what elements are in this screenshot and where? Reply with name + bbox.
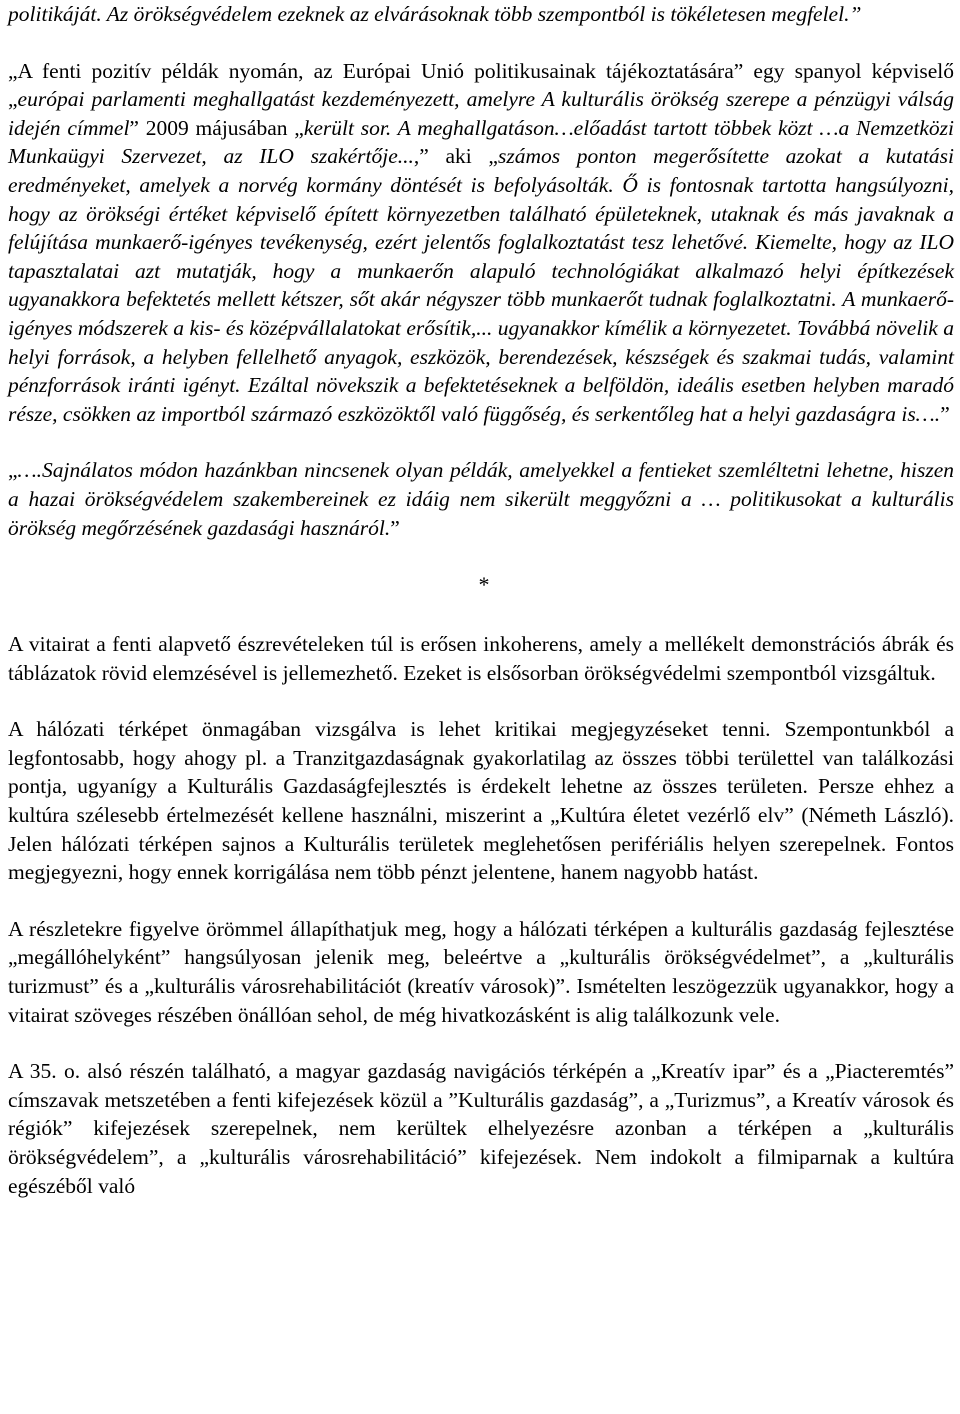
paragraph-quote-continuation [8,0,954,29]
paragraph-hungary-examples [8,456,954,542]
paragraph-ilo-hearing [8,57,954,429]
text-run: A 35. o. alsó részén található, a magyar gazdaság navigációs térképén a „Kreatív ipar” és a „Piacteremtés” címszavak metszetében a fenti kifejezések közül a ”Kulturális gazdaság”, a „Turizmus”, a Kreatív városok és régiók” kifejezések szerepelnek, nem kerültek elhelyezésre azonban a térképen a „kulturális örökségvédelem”, a „kulturális városrehabilitáció” kifejezések. Nem indokolt a filmiparnak a kultúra egészéből való [8,1059,954,1198]
text-run: ” [390,515,400,540]
section-separator-asterisk: * [478,572,490,598]
text-run-italic: számos ponton megerősítette azokat a kutatási eredményeket, amelyek a norvég kormány döntését is befolyásolták. Ő is fontosnak tartotta hangsúlyozni, hogy az örökségi értéket képviselő épített környezetben található épületeknek, utaknak és más javaknak a felújítása munkaerő-igényes tevékenység, ezért jelentős foglalkoztatást tesz lehetővé. Kiemelte, hogy az ILO tapasztalatai azt mutatják, hogy a munkaerőn alapuló technológiákat alkalmazó helyi építkezések ugyanakkora befektetés mellett kétszer, sőt akár négyszer több munkaerőt tudnak foglalkoztatni. A munkaerő-igényes módszerek a kis- és középvállalatokat erősítik,... ugyanakkor kímélik a környezetet. Továbbá növelik a helyi források, a helyben fellelhető anyagok, eszközök, berendezések, készségek és szakmai tudás, valamint pénzforrások iránti igényt. Ezáltal növekszik a befektetéseknek a belföldön, ideális esetben helyben maradó része, csökken az importból származó eszközöktől való függőség, és serkentőleg hat a helyi gazdaságra is…. [8,144,955,426]
text-run-italic: európai parlamenti meghallgatást kezdeményezett, amelyre A kulturális örökség szerepe a pénzügyi válság idején címmel [8,87,954,140]
text-run-italic: ….Sajnálatos módon hazánkban nincsenek olyan példák, amelyekkel a fentieket szemléltetni lehetne, hiszen a hazai örökségvédelem szakembereinek ez idáig nem sikerült meggyőzni a … politikusokat a kulturális örökség megőrzésének gazdasági hasznáról. [8,458,954,540]
text-run: ” [940,401,950,426]
text-run: A hálózati térképet önmagában vizsgálva is lehet kritikai megjegyzéseket tenni. Szempontunkból a legfontosabb, hogy ahogy pl. a Tranzitgazdaságnak gyakorlatilag az összes többi területtel van találkozási pontja, ugyanígy a Kulturális Gazdaságfejlesztés is érdekelt lehetne az összes területen. Persze ehhez a kultúra szélesebb értelmezését kellene használni, miszerint a „Kultúra életet vezérlő elv” (Németh László). Jelen hálózati térképen sajnos a Kulturális területek meglehetősen perifériális helyen szerepelnek. Fontos megjegyezni, hogy ennek korrigálása nem több pénzt jelentene, hanem nagyobb hatást. [8,717,954,885]
document-page [8,0,954,1200]
text-run: politikáját. Az örökségvédelem ezeknek az elvárásoknak több szempontból is tökéletesen megfelel.” [8,2,862,26]
paragraph-details [8,915,954,1029]
text-run: „ [8,458,18,483]
text-run: A részletekre figyelve örömmel állapíthatjuk meg, hogy a hálózati térképen a kulturális gazdaság fejlesztése „megállóhelyként” hangsúlyosan jelenik meg, beleértve a „kulturális örökségvédelmet”, a „kulturális turizmust” és a „kulturális városrehabilitációt (kreatív városok)”. Ismételten leszögezzük ugyanakkor, hogy a vitairat szöveges részében önállóan sehol, de még hivatkozásként is alig találkozunk vele. [8,916,954,1027]
text-run: A vitairat a fenti alapvető észrevételeken túl is erősen inkoherens, amely a mellékelt demonstrációs ábrák és táblázatok rövid elemzésével is jellemezhető. Ezeket is elsősorban örökségvédelmi szempontból vizsgáltuk. [8,632,954,685]
text-run: ” 2009 májusában „ [129,115,304,140]
text-run: ,” aki „ [413,144,498,169]
text-run-italic: került sor. A meghallgatáson…előadást tartott többek közt …a Nemzetközi Munkaügyi Szervezet, az ILO szakértője... [8,115,955,169]
paragraph-incoherent [8,630,954,687]
paragraph-network-map [8,715,954,887]
text-run: „A fenti pozitív példák nyomán, az Európai Unió politikusainak tájékoztatására” egy spanyol képviselő „ [8,58,954,112]
paragraph-page-35 [8,1057,954,1200]
